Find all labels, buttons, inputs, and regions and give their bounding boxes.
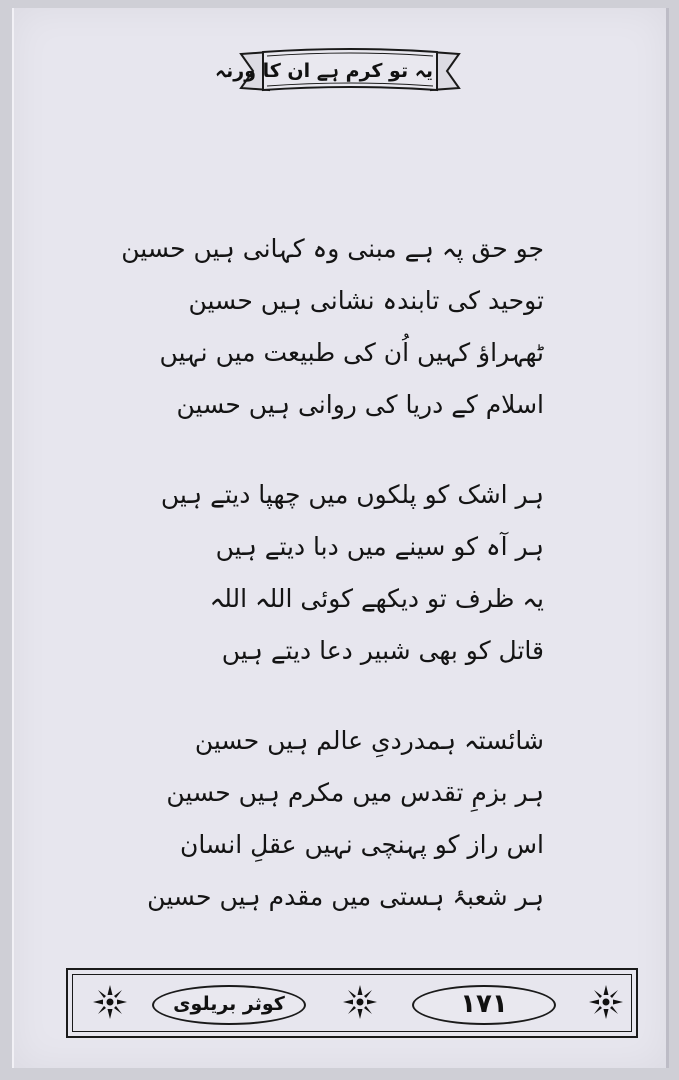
page-footer (66, 968, 638, 1038)
book-page (12, 8, 669, 1068)
header-ribbon (215, 46, 461, 96)
poem-line: ٹھہراؤ کہیں اُن کی طبیعت میں نہیں (159, 338, 544, 367)
poem-line: یہ ظرف تو دیکھے کوئی اللہ اللہ (209, 584, 544, 613)
author-name: کوثر بریلوی (152, 985, 306, 1025)
flower-ornament-icon (586, 982, 626, 1022)
poem-line: ہر اشک کو پلکوں میں چھپا دیتے ہیں (160, 480, 544, 509)
poem-line: توحید کی تابندہ نشانی ہیں حسین (188, 286, 544, 315)
poem-line: اسلام کے دریا کی روانی ہیں حسین (176, 390, 544, 419)
flower-ornament-icon (340, 982, 380, 1022)
poem-line: قاتل کو بھی شبیر دعا دیتے ہیں (221, 636, 544, 665)
poem-line: جو حق پہ ہے مبنی وہ کہانی ہیں حسین (121, 234, 544, 263)
poem-line: ہر شعبۂ ہستی میں مقدم ہیں حسین (147, 882, 544, 911)
poem-line: ہر آہ کو سینے میں دبا دیتے ہیں (215, 532, 544, 561)
page-number: ۱۷۱ (412, 985, 556, 1025)
poem-line: ہر بزمِ تقدس میں مکرم ہیں حسین (166, 778, 544, 807)
flower-ornament-icon (90, 982, 130, 1022)
stanza-1 (121, 223, 544, 431)
poem-line: اس راز کو پہنچی نہیں عقلِ انسان (179, 830, 544, 859)
poem (121, 223, 544, 961)
header-title: یہ تو کرم ہے ان کا ورنہ (215, 60, 433, 82)
stanza-3 (144, 715, 544, 923)
stanza-2 (144, 469, 544, 677)
poem-line: شائستہ ہمدردیِ عالم ہیں حسین (194, 726, 544, 755)
